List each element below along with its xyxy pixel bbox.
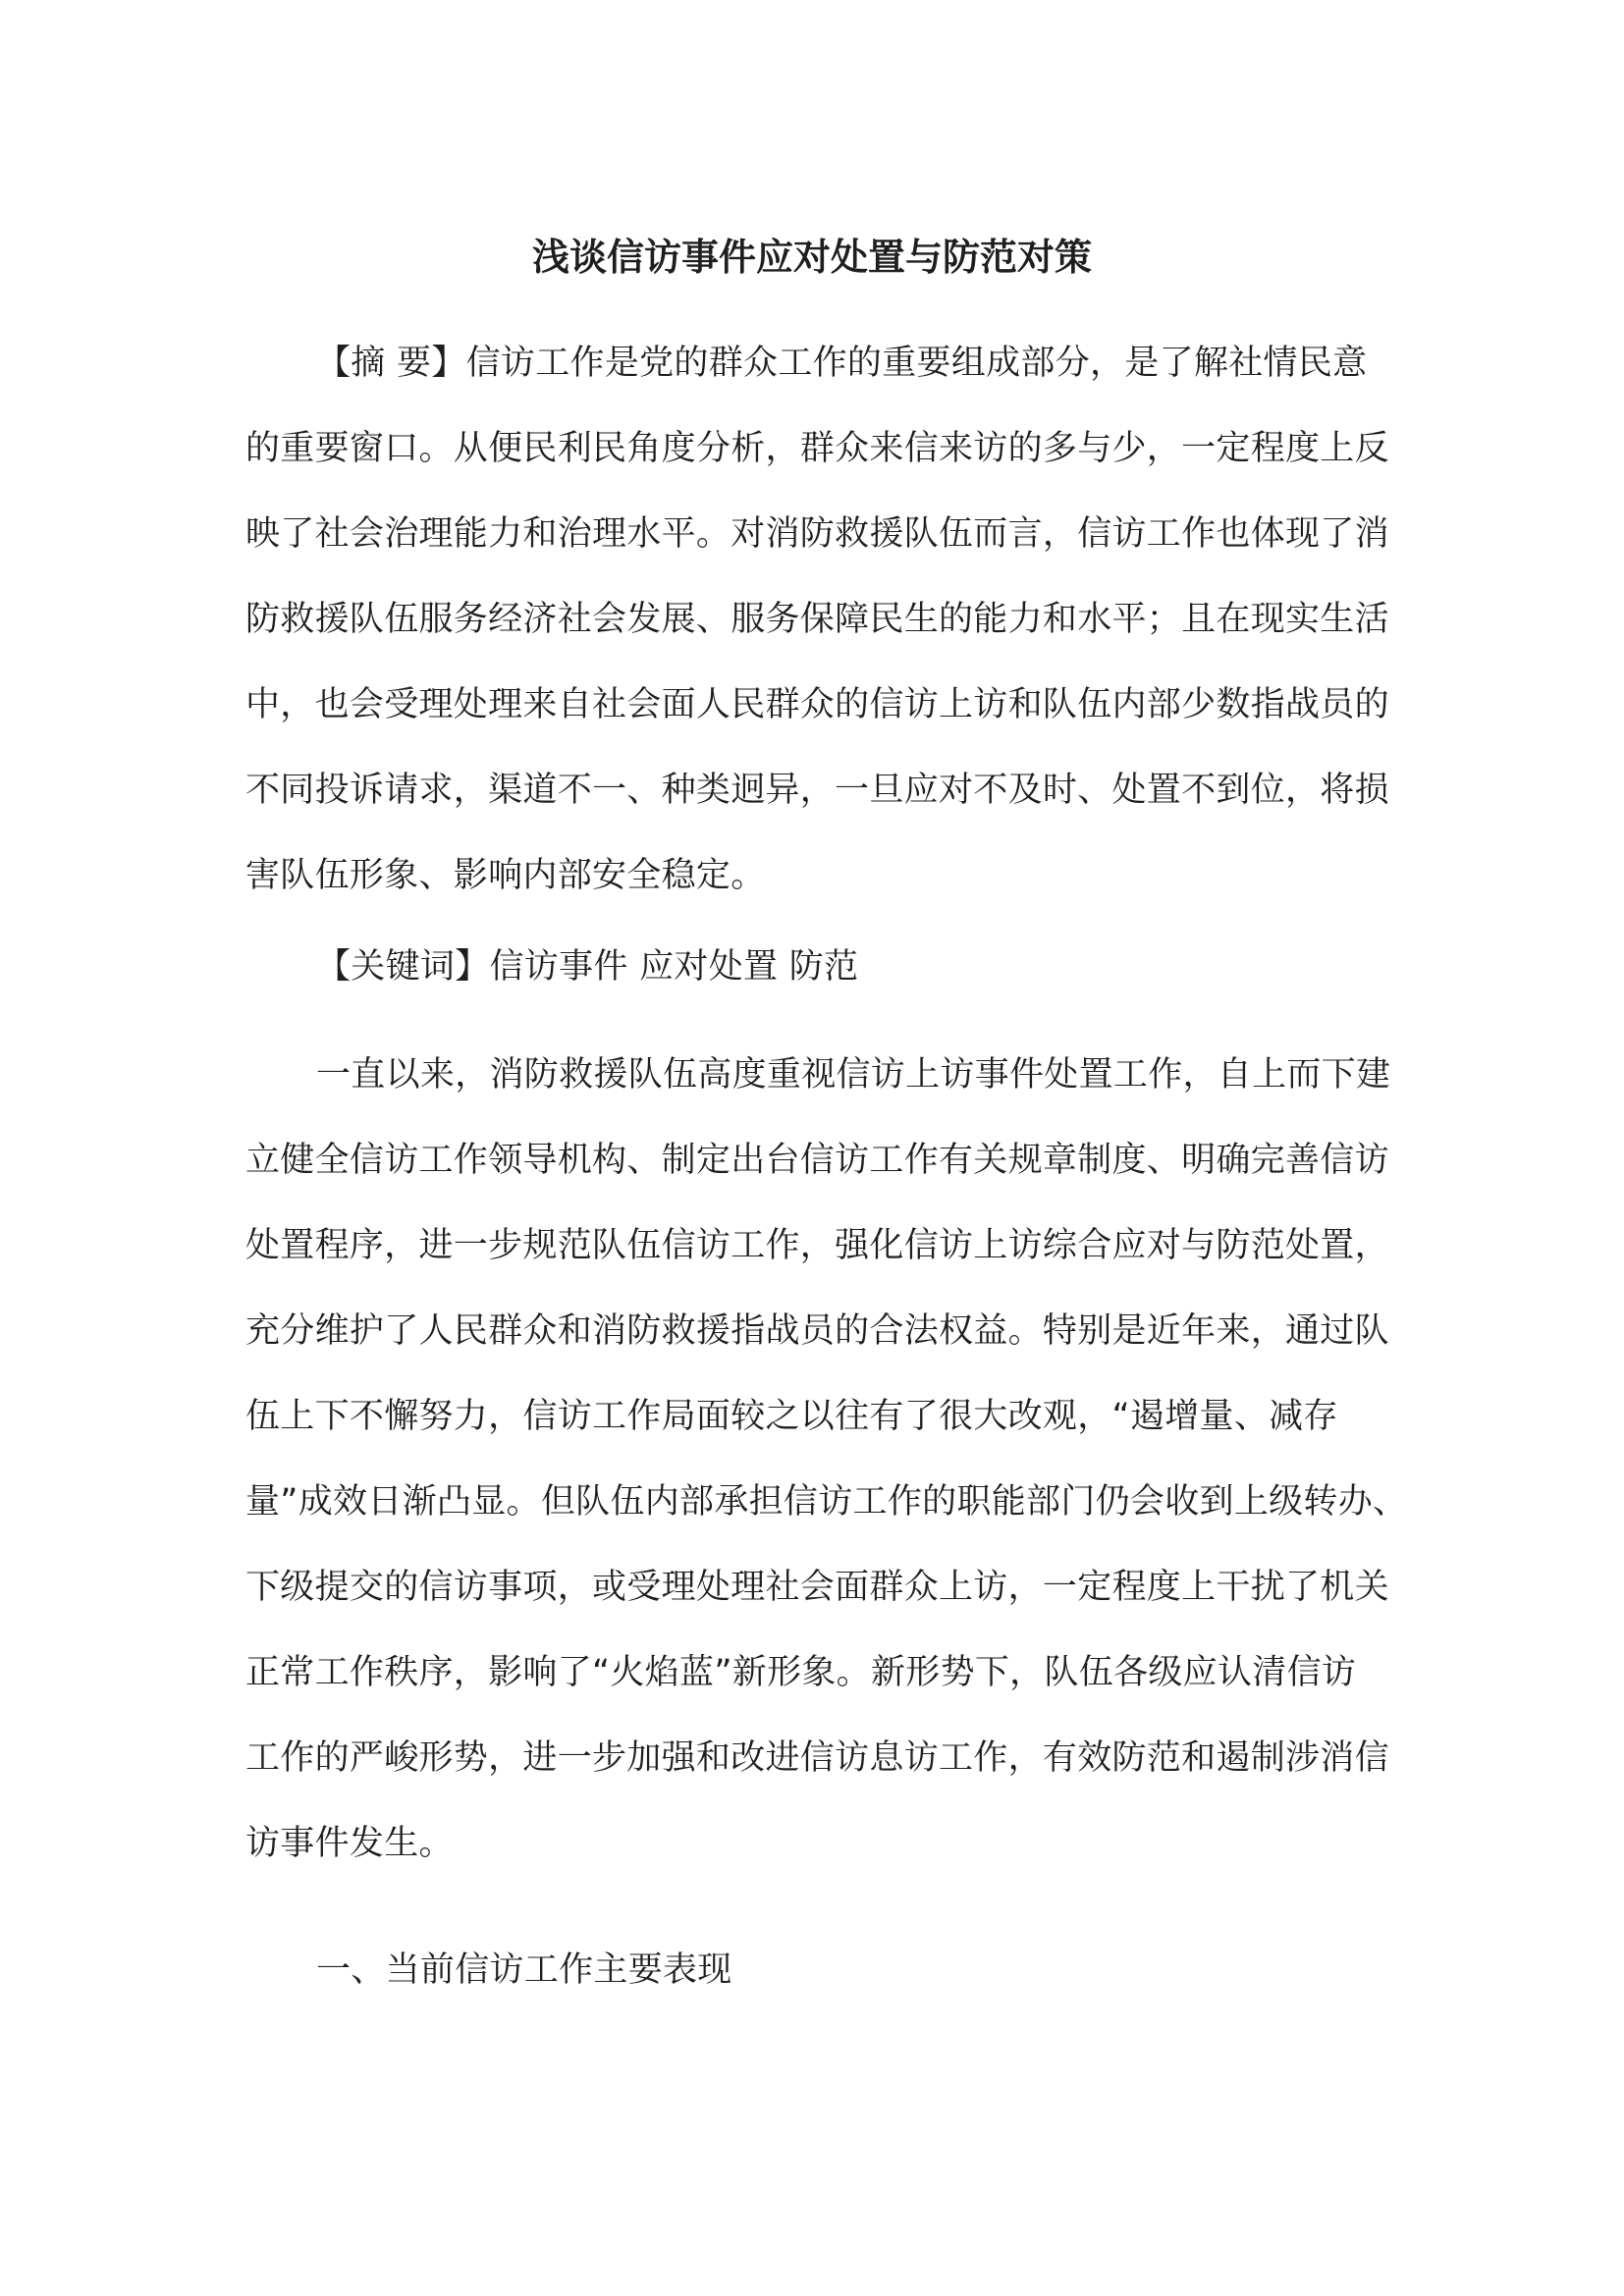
abstract-line: 防救援队伍服务经济社会发展、服务保障民生的能力和水平；且在现实生活 [245,600,1389,639]
abstract-line: 【摘 要】信访工作是党的群众工作的重要组成部分，是了解社情民意 [316,344,1368,383]
abstract-line: 害队伍形象、影响内部安全稳定。 [245,856,766,895]
body-line: 立健全信访工作领导机构、制定出台信访工作有关规章制度、明确完善信访 [245,1141,1389,1180]
body-line: 正常工作秩序，影响了“火焰蓝”新形象。新形势下，队伍各级应认清信访 [245,1653,1357,1692]
body-line: 量”成效日渐凸显。但队伍内部承担信访工作的职能部门仍会收到上级转办、 [245,1482,1408,1522]
body-line: 充分维护了人民群众和消防救援指战员的合法权益。特别是近年来，通过队 [245,1311,1389,1351]
body-paragraph [245,1033,1408,1887]
keywords-paragraph [245,925,1384,1010]
body-line: 一直以来，消防救援队伍高度重视信访上访事件处置工作，自上而下建 [316,1055,1391,1095]
body-line: 伍上下不懈努力，信访工作局面较之以往有了很大改观，“遏增量、减存 [245,1397,1338,1436]
abstract-line: 不同投诉请求，渠道不一、种类迥异，一旦应对不及时、处置不到位，将损 [245,771,1389,810]
abstract-line: 的重要窗口。从便民利民角度分析，群众来信来访的多与少，一定程度上反 [245,429,1389,468]
body-line: 工作的严峻形势，进一步加强和改进信访息访工作，有效防范和遏制涉消信 [245,1738,1389,1778]
keywords-line: 【关键词】信访事件 应对处置 防范 [316,947,859,987]
abstract-line: 中，也会受理处理来自社会面人民群众的信访上访和队伍内部少数指战员的 [245,685,1389,724]
document-title: 浅谈信访事件应对处置与防范对策 [531,236,1092,279]
section-heading [245,1928,1384,2013]
body-line: 访事件发生。 [245,1824,454,1863]
abstract-paragraph [245,321,1389,919]
body-line: 处置程序，进一步规范队伍信访工作，强化信访上访综合应对与防范处置， [245,1226,1389,1265]
section-heading-text: 一、当前信访工作主要表现 [316,1950,732,1990]
body-line: 下级提交的信访事项，或受理处理社会面群众上访，一定程度上干扰了机关 [245,1568,1389,1607]
abstract-line: 映了社会治理能力和治理水平。对消防救援队伍而言，信访工作也体现了消 [245,514,1389,554]
